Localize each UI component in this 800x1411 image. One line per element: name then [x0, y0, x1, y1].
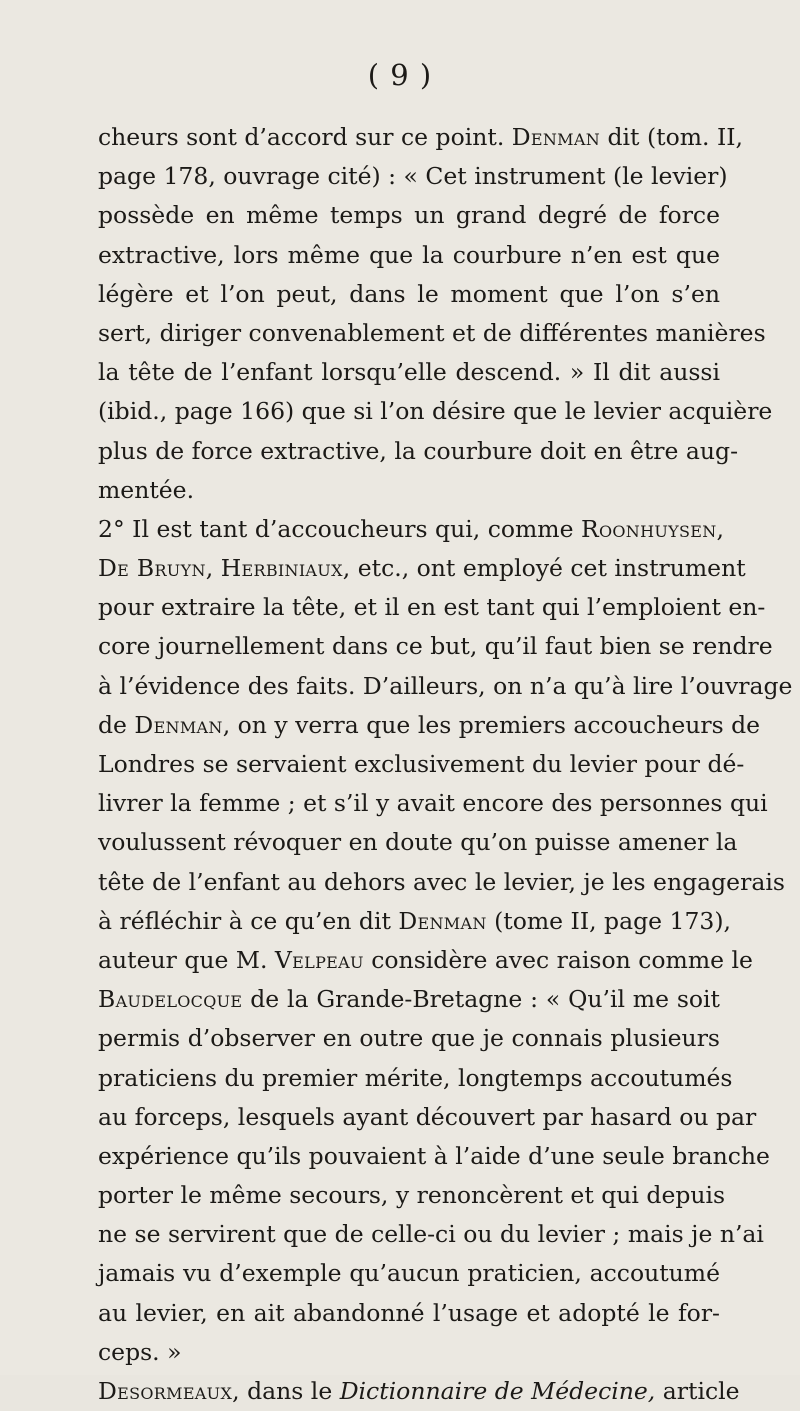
- text-line: [98, 1215, 764, 1254]
- text-run: , etc., ont employé cet instrument: [342, 554, 746, 583]
- text-run: , dans le: [232, 1377, 340, 1405]
- text-line: [98, 1333, 720, 1372]
- text-run: ceps. »: [98, 1337, 182, 1366]
- text-line: [98, 275, 720, 314]
- text-line: [98, 745, 745, 784]
- text-line: [98, 823, 738, 862]
- text-line: [98, 314, 766, 353]
- text-line: [98, 471, 720, 510]
- text-line: [98, 196, 720, 235]
- author-name: Desormeaux: [98, 1377, 233, 1405]
- text-line: [98, 1059, 733, 1098]
- text-line: [98, 1019, 720, 1058]
- text-run: auteur que M.: [98, 945, 275, 974]
- text-run: à réfléchir à ce qu’en dit: [98, 906, 399, 935]
- text-run: pour extraire la tête, et il en est tant qui l’emploient en-: [98, 593, 766, 622]
- text-run: tête de l’enfant au dehors avec le levier, je les engagerais: [98, 867, 785, 896]
- text-run: ,: [205, 554, 221, 583]
- text-run: possède en même temps un grand degré de force: [98, 201, 720, 230]
- text-run: ,: [716, 514, 725, 543]
- text-run: considère avec raison comme le: [363, 945, 753, 974]
- author-name: Denman: [398, 906, 487, 935]
- author-name: Herbiniaux: [220, 554, 343, 583]
- text-line: [98, 1254, 720, 1293]
- text-run: article: [655, 1377, 740, 1405]
- italic-title: Dictionnaire de Médecine,: [339, 1377, 656, 1405]
- text-line: [98, 1294, 720, 1333]
- text-run: Londres se servaient exclusivement du levier pour dé-: [98, 750, 745, 778]
- text-line: [98, 157, 728, 196]
- text-run: , on y verra que les premiers accoucheurs de: [222, 710, 761, 739]
- text-line: [98, 236, 720, 275]
- text-run: à l’évidence des faits. D’ailleurs, on n’a qu’à lire l’ouvrage: [98, 671, 793, 700]
- text-run: core journellement dans ce but, qu’il faut bien se rendre: [98, 632, 773, 661]
- text-run: cheurs sont d’accord sur ce point.: [98, 123, 512, 151]
- text-run: porter le même secours, y renoncèrent et qui depuis: [98, 1181, 726, 1210]
- text-run: ne se servirent que de celle-ci ou du levier ; mais je n’ai: [98, 1220, 764, 1249]
- text-line: [98, 118, 743, 157]
- text-line: [98, 980, 720, 1019]
- text-line: [98, 863, 785, 902]
- text-run: voulussent révoquer en doute qu’on puisse amener la: [98, 828, 738, 857]
- text-run: (tome II, page 173),: [486, 906, 732, 935]
- text-run: praticiens du premier mérite, longtemps accoutumés: [98, 1063, 733, 1092]
- text-run: la tête de l’enfant lorsqu’elle descend. » Il dit aussi: [98, 358, 720, 387]
- text-run: sert, diriger convenablement et de différentes manières: [98, 318, 766, 347]
- text-line: [98, 353, 720, 392]
- author-name: Denman: [134, 710, 223, 739]
- text-line: [98, 1137, 770, 1176]
- text-run: jamais vu d’exemple qu’aucun praticien, accoutumé: [98, 1259, 720, 1288]
- text-run: page 178, ouvrage cité) : « Cet instrument (le levier): [98, 162, 728, 191]
- text-run: mentée.: [98, 475, 195, 504]
- text-run: plus de force extractive, la courbure doit en être aug-: [98, 436, 739, 465]
- text-line: [98, 667, 793, 706]
- text-run: extractive, lors même que la courbure n’en est que: [98, 240, 720, 269]
- text-line: [98, 627, 773, 666]
- page-number: ( 9 ): [367, 58, 433, 92]
- author-name: Denman: [511, 123, 601, 151]
- text-line: [98, 941, 753, 980]
- text-run: livrer la femme ; et s’il y avait encore des personnes qui: [98, 789, 768, 818]
- text-line: [98, 432, 739, 471]
- text-line: [98, 902, 732, 941]
- text-run: de: [98, 710, 135, 739]
- text-line: [98, 588, 766, 627]
- text-run: 2° Il est tant d’accoucheurs qui, comme: [98, 514, 581, 543]
- text-line: [98, 1098, 757, 1137]
- author-name: Velpeau: [274, 945, 364, 974]
- text-run: au forceps, lesquels ayant découvert par hasard ou par: [98, 1102, 757, 1131]
- author-name: Roonhuysen: [580, 514, 717, 543]
- text-line: [98, 549, 746, 588]
- text-run: de la Grande-Bretagne : « Qu’il me soit: [242, 985, 720, 1014]
- text-run: expérience qu’ils pouvaient à l’aide d’une seule branche: [98, 1141, 770, 1170]
- text-line: [98, 784, 768, 823]
- text-run: au levier, en ait abandonné l’usage et adopté le for-: [98, 1298, 720, 1327]
- body-text: [98, 118, 793, 1411]
- text-run: dit (tom. II,: [600, 123, 743, 151]
- text-run: légère et l’on peut, dans le moment que l’on s’en: [98, 279, 720, 308]
- text-line: [98, 1372, 740, 1411]
- text-line: [98, 706, 761, 745]
- text-line: [98, 1176, 726, 1215]
- author-name: Baudelocque: [98, 985, 243, 1014]
- text-run: permis d’observer en outre que je connais plusieurs: [98, 1024, 720, 1053]
- text-line: [98, 392, 773, 431]
- text-run: (ibid., page 166) que si l’on désire que le levier acquière: [98, 397, 773, 426]
- author-name: De Bruyn: [98, 554, 206, 583]
- text-line: [98, 510, 725, 549]
